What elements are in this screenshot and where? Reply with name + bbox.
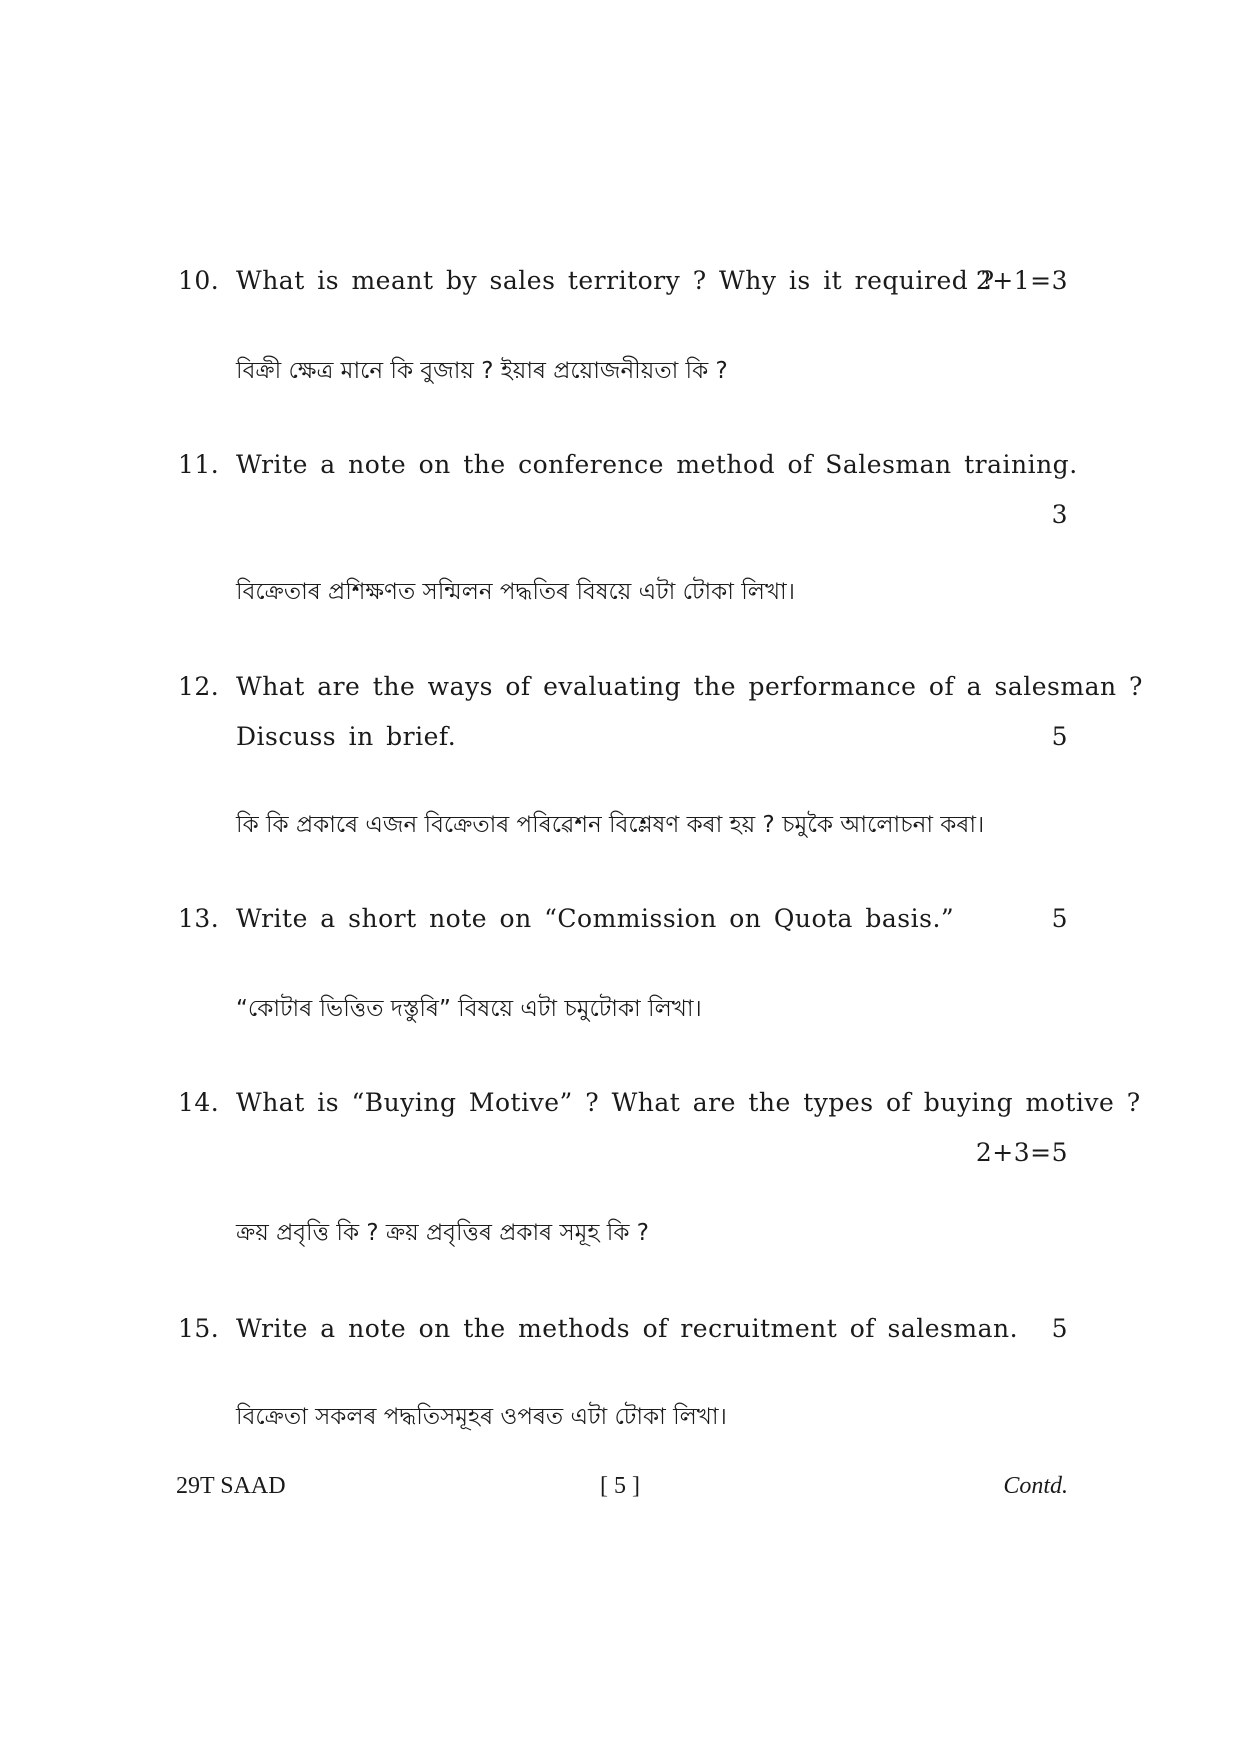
question-marks: 5: [1051, 904, 1068, 933]
page-number: [ 5 ]: [600, 1473, 640, 1499]
question-12-marks: 5: [1051, 722, 1068, 751]
question-marks: 5: [1051, 1314, 1068, 1343]
question-12-translation: কি কি প্ৰকাৰে এজন বিক্ৰেতাৰ পৰিৱেশন বিশ্লেষণ কৰা হয় ? চমুকৈ আলোচনা কৰা।: [236, 812, 985, 838]
question-number: 11.: [178, 450, 220, 479]
question-number: 12.: [178, 672, 220, 701]
question-number: 14.: [178, 1088, 220, 1117]
question-12-continuation: Discuss in brief.: [236, 722, 457, 751]
question-13-translation: “কোটাৰ ভিত্তিত দস্তুৰি” বিষয়ে এটা চমুটোকা লিখা।: [236, 996, 702, 1022]
question-14-translation: ক্ৰয় প্ৰবৃত্তি কি ? ক্ৰয় প্ৰবৃত্তিৰ প্ৰকাৰ সমূহ কি ?: [236, 1220, 649, 1246]
question-number: 10.: [178, 266, 220, 295]
question-number: 13.: [178, 904, 220, 933]
question-10-translation: বিক্ৰী ক্ষেত্ৰ মানে কি বুজায় ? ইয়াৰ প্ৰয়োজনীয়তা কি ?: [236, 358, 728, 384]
question-text: What are the ways of evaluating the performance of a salesman ?: [236, 672, 1143, 701]
question-15-translation: বিক্ৰেতা সকলৰ পদ্ধতিসমূহৰ ওপৰত এটা টোকা লিখা।: [236, 1404, 727, 1430]
paper-code: 29T SAAD: [176, 1473, 286, 1499]
question-text: Write a short note on “Commission on Quota basis.”: [236, 904, 955, 933]
question-14-marks: 2+3=5: [975, 1138, 1068, 1167]
question-marks: 2+1=3: [975, 266, 1068, 295]
question-text: What is meant by sales territory ? Why is it required ?: [236, 266, 995, 295]
question-11-translation: বিক্ৰেতাৰ প্ৰশিক্ষণত সন্মিলন পদ্ধতিৰ বিষয়ে এটা টোকা লিখা।: [236, 579, 795, 605]
question-text: Write a note on the methods of recruitment of salesman.: [236, 1314, 1019, 1343]
question-text: Write a note on the conference method of Salesman training.: [236, 450, 1078, 479]
question-text: What is “Buying Motive” ? What are the types of buying motive ?: [236, 1088, 1141, 1117]
question-number: 15.: [178, 1314, 220, 1343]
question-11-marks: 3: [1051, 500, 1068, 529]
continued-label: Contd.: [1003, 1473, 1068, 1499]
